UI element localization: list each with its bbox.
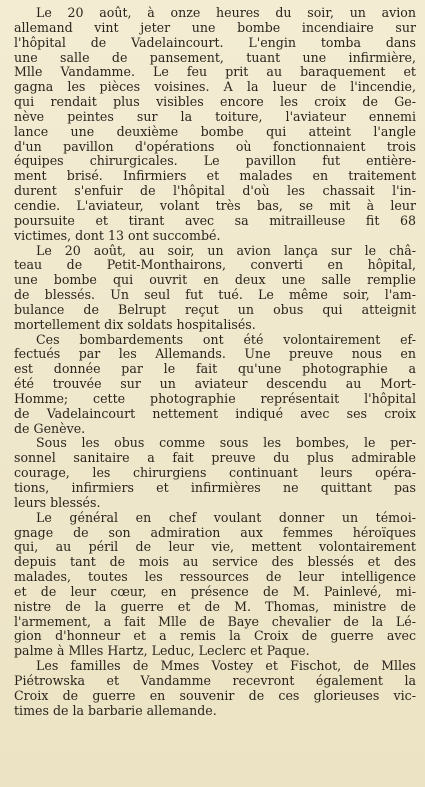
article-text — [14, 6, 416, 719]
text-line: nistre de la guerre et de M. Thomas, ministre de — [14, 598, 416, 614]
text-line: Croix de guerre en souvenir de ces glorieuses vic- — [14, 687, 416, 703]
text-line: et de leur cœur, en présence de M. Painlevé, mi- — [14, 583, 416, 599]
text-line: Le 20 août, à onze heures du soir, un avion — [36, 5, 416, 20]
text-line: Le général en chef voulant donner un témoi- — [36, 509, 416, 525]
paragraph-deliberate-bombing — [14, 333, 416, 437]
text-line: allemand vint jeter une bombe incendiaire sur — [14, 19, 416, 35]
text-line: victimes, dont 13 ont succombé. — [14, 227, 221, 243]
paragraph-medical-courage — [14, 436, 416, 510]
text-line: qui rendait plus visibles encore les croix de Ge- — [14, 94, 416, 110]
text-line: Homme; cette photographie représentait l'hôpital — [14, 390, 416, 406]
paragraph-families-honored — [14, 659, 416, 718]
text-line: Les familles de Mmes Vostey et Fischot, de Mlles — [36, 658, 416, 674]
text-line: une bombe qui ouvrit en deux une salle remplie — [14, 272, 416, 288]
text-line: une salle de pansement, tuant une infirmière, — [14, 49, 416, 65]
text-line: été trouvée sur un aviateur descendu au Mort- — [14, 376, 416, 392]
text-line: palme à Mlles Hartz, Leduc, Leclerc et Paque. — [14, 643, 310, 659]
text-line: ment brisé. Infirmiers et malades en traitement — [14, 168, 416, 184]
text-line: nève peintes sur la toiture, l'aviateur ennemi — [14, 108, 416, 124]
text-line: sonnel sanitaire a fait preuve du plus admirable — [14, 450, 416, 466]
text-line: leurs blessés. — [14, 494, 101, 510]
text-line: de Genève. — [14, 420, 86, 436]
text-line: Mlle Vandamme. Le feu prit au baraquement et — [14, 64, 416, 80]
text-line: durent s'enfuir de l'hôpital d'où les chassait l'in- — [14, 183, 416, 199]
paragraph-decorations — [14, 511, 416, 659]
text-line: de blessés. Un seul fut tué. Le même soir, l'am- — [14, 287, 416, 303]
text-line: gagna les pièces voisines. A la lueur de l'incendie, — [14, 79, 416, 95]
text-line: de Vadelaincourt nettement indiqué avec ses croix — [14, 405, 416, 421]
text-line: Piétrowska et Vandamme recevront également la — [14, 672, 416, 688]
text-line: gnage de son admiration aux femmes héroïques — [14, 524, 416, 540]
text-line: gion d'honneur et a remis la Croix de guerre avec — [14, 628, 416, 644]
text-line: depuis tant de mois au service des blessés et des — [14, 554, 416, 570]
text-line: Ces bombardements ont été volontairement ef- — [36, 331, 416, 347]
paragraph-vadelaincourt-attack — [14, 6, 416, 244]
text-line: fectués par les Allemands. Une preuve nous en — [14, 346, 416, 362]
text-line: d'un pavillon d'opérations où fonctionnaient trois — [14, 138, 416, 154]
text-line: tions, infirmiers et infirmières ne quittant pas — [14, 480, 416, 495]
text-line: times de la barbarie allemande. — [14, 702, 217, 718]
text-line: courage, les chirurgiens continuant leurs opéra- — [14, 465, 416, 481]
text-line: lance une deuxième bombe qui atteint l'angle — [14, 123, 416, 139]
text-line: cendie. L'aviateur, volant très bas, se mit à leur — [14, 197, 416, 213]
text-line: qui, au péril de leur vie, mettent volontairement — [14, 539, 416, 555]
text-line: mortellement dix soldats hospitalisés. — [14, 316, 256, 332]
text-line: malades, toutes les ressources de leur intelligence — [14, 569, 416, 585]
text-line: l'hôpital de Vadelaincourt. L'engin tomba dans — [14, 34, 416, 50]
text-line: est donnée par le fait qu'une photographie a — [14, 361, 416, 377]
text-line: Sous les obus comme sous les bombes, le per- — [36, 435, 416, 451]
text-line: équipes chirurgicales. Le pavillon fut entière- — [14, 153, 416, 169]
text-line: Le 20 août, au soir, un avion lança sur le châ- — [36, 242, 416, 258]
paragraph-petit-monthairons — [14, 244, 416, 333]
text-line: teau de Petit-Monthairons, converti en hôpital, — [14, 257, 416, 273]
text-line: bulance de Belrupt reçut un obus qui atteignit — [14, 301, 416, 317]
text-line: poursuite et tirant avec sa mitrailleuse fit 68 — [14, 212, 416, 228]
text-line: l'armement, a fait Mlle de Baye chevalier de la Lé- — [14, 613, 416, 629]
